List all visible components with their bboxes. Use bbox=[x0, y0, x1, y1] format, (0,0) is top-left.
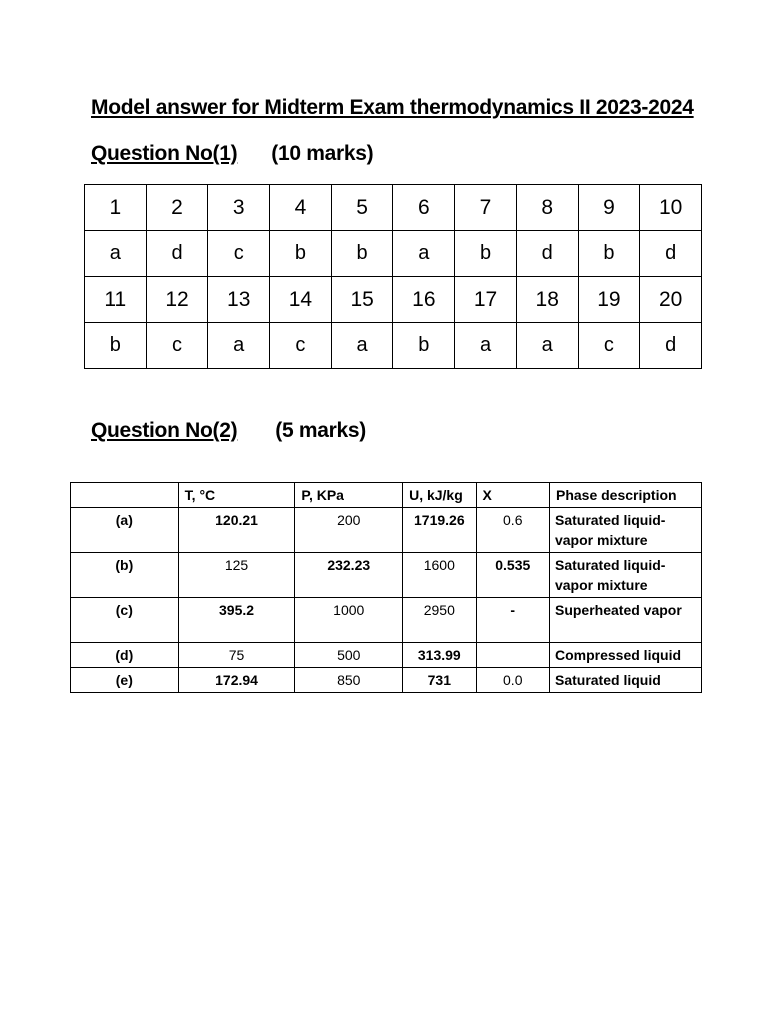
phase-cell: Superheated vapor bbox=[549, 598, 701, 643]
value-cell: 0.6 bbox=[476, 508, 549, 553]
phase-cell: Compressed liquid bbox=[549, 643, 701, 668]
value-cell: 232.23 bbox=[295, 553, 403, 598]
answer-cell: b bbox=[393, 323, 455, 369]
question-number-cell: 13 bbox=[208, 277, 270, 323]
question-number-cell: 14 bbox=[270, 277, 332, 323]
question-number-cell: 20 bbox=[640, 277, 702, 323]
row-label-cell: (b) bbox=[71, 553, 179, 598]
answer-cell: b bbox=[270, 231, 332, 277]
header-cell bbox=[71, 483, 179, 508]
answer-cell: d bbox=[146, 231, 208, 277]
answer-cell: a bbox=[208, 323, 270, 369]
header-cell: Phase description bbox=[549, 483, 701, 508]
header-cell: P, KPa bbox=[295, 483, 403, 508]
phase-cell: Saturated liquid-vapor mixture bbox=[549, 508, 701, 553]
properties-table bbox=[70, 482, 702, 693]
header-cell: U, kJ/kg bbox=[403, 483, 476, 508]
value-cell: 0.535 bbox=[476, 553, 549, 598]
value-cell: 172.94 bbox=[178, 668, 295, 693]
question-2-label: Question No(2) bbox=[91, 419, 238, 442]
row-label-cell: (e) bbox=[71, 668, 179, 693]
question-number-cell: 7 bbox=[455, 185, 517, 231]
value-cell: 850 bbox=[295, 668, 403, 693]
row-label-cell: (d) bbox=[71, 643, 179, 668]
phase-cell: Saturated liquid-vapor mixture bbox=[549, 553, 701, 598]
header-cell: X bbox=[476, 483, 549, 508]
answer-cell: d bbox=[640, 231, 702, 277]
answer-key-table bbox=[84, 184, 702, 369]
value-cell: - bbox=[476, 598, 549, 643]
answer-cell: c bbox=[270, 323, 332, 369]
properties-row bbox=[71, 668, 702, 693]
question-number-cell: 5 bbox=[331, 185, 393, 231]
question-1-heading bbox=[91, 142, 373, 166]
question-number-cell: 4 bbox=[270, 185, 332, 231]
answer-cell: d bbox=[516, 231, 578, 277]
properties-row bbox=[71, 643, 702, 668]
value-cell: 1600 bbox=[403, 553, 476, 598]
properties-row bbox=[71, 553, 702, 598]
question-number-cell: 2 bbox=[146, 185, 208, 231]
answer-cell: b bbox=[455, 231, 517, 277]
value-cell: 1719.26 bbox=[403, 508, 476, 553]
answer-cell: b bbox=[331, 231, 393, 277]
answer-cell: a bbox=[331, 323, 393, 369]
answer-cell: a bbox=[85, 231, 147, 277]
answer-cell: b bbox=[85, 323, 147, 369]
answer-cell: c bbox=[578, 323, 640, 369]
properties-row bbox=[71, 598, 702, 643]
answer-cell: d bbox=[640, 323, 702, 369]
row-label-cell: (a) bbox=[71, 508, 179, 553]
answer-cell: c bbox=[208, 231, 270, 277]
properties-header-row bbox=[71, 483, 702, 508]
answer-cell: a bbox=[455, 323, 517, 369]
question-number-cell: 6 bbox=[393, 185, 455, 231]
row-label-cell: (c) bbox=[71, 598, 179, 643]
question-number-cell: 1 bbox=[85, 185, 147, 231]
value-cell: 2950 bbox=[403, 598, 476, 643]
question-number-cell: 12 bbox=[146, 277, 208, 323]
value-cell: 731 bbox=[403, 668, 476, 693]
header-cell: T, °C bbox=[178, 483, 295, 508]
question-number-cell: 19 bbox=[578, 277, 640, 323]
question-number-cell: 11 bbox=[85, 277, 147, 323]
question-2-heading bbox=[91, 419, 366, 443]
question-number-row bbox=[85, 277, 702, 323]
phase-cell: Saturated liquid bbox=[549, 668, 701, 693]
answer-cell: b bbox=[578, 231, 640, 277]
question-number-row bbox=[85, 185, 702, 231]
question-1-label: Question No(1) bbox=[91, 142, 238, 165]
question-number-cell: 16 bbox=[393, 277, 455, 323]
value-cell: 120.21 bbox=[178, 508, 295, 553]
value-cell: 0.0 bbox=[476, 668, 549, 693]
page-title: Model answer for Midterm Exam thermodynamics II 2023-2024 bbox=[91, 96, 694, 119]
value-cell: 395.2 bbox=[178, 598, 295, 643]
question-number-cell: 17 bbox=[455, 277, 517, 323]
value-cell: 313.99 bbox=[403, 643, 476, 668]
question-1-marks: (10 marks) bbox=[271, 142, 374, 165]
question-number-cell: 3 bbox=[208, 185, 270, 231]
question-number-cell: 15 bbox=[331, 277, 393, 323]
answer-row bbox=[85, 231, 702, 277]
answer-cell: a bbox=[393, 231, 455, 277]
value-cell: 500 bbox=[295, 643, 403, 668]
question-number-cell: 9 bbox=[578, 185, 640, 231]
question-number-cell: 18 bbox=[516, 277, 578, 323]
answer-cell: c bbox=[146, 323, 208, 369]
answer-cell: a bbox=[516, 323, 578, 369]
value-cell: 125 bbox=[178, 553, 295, 598]
question-number-cell: 8 bbox=[516, 185, 578, 231]
value-cell: 200 bbox=[295, 508, 403, 553]
properties-row bbox=[71, 508, 702, 553]
value-cell: 1000 bbox=[295, 598, 403, 643]
question-number-cell: 10 bbox=[640, 185, 702, 231]
value-cell bbox=[476, 643, 549, 668]
question-2-marks: (5 marks) bbox=[275, 419, 366, 442]
value-cell: 75 bbox=[178, 643, 295, 668]
answer-row bbox=[85, 323, 702, 369]
